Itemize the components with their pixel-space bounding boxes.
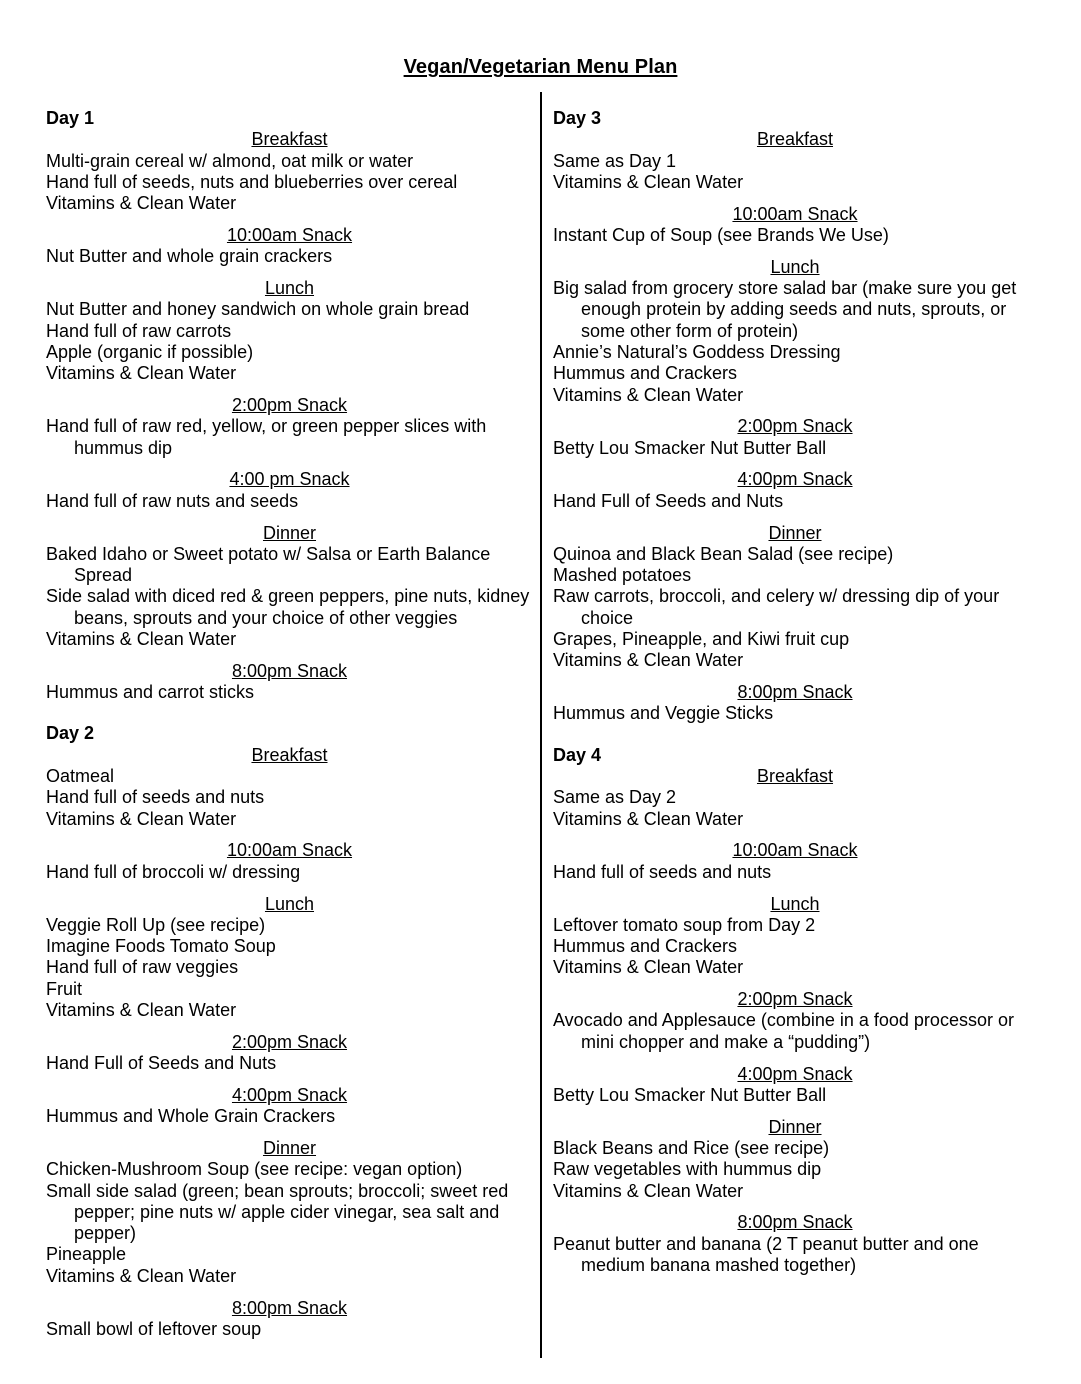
meal-item: Instant Cup of Soup (see Brands We Use) — [553, 224, 889, 245]
meal-heading-label: 2:00pm Snack — [231, 1031, 348, 1052]
meal-item: Hand Full of Seeds and Nuts — [553, 490, 784, 511]
meal-item: Hand full of seeds and nuts — [553, 861, 772, 882]
meal-heading — [553, 1117, 1037, 1138]
meal-item: Vitamins & Clean Water — [46, 363, 237, 384]
meal-item: Betty Lou Smacker Nut Butter Ball — [553, 1084, 827, 1105]
meal-heading — [553, 766, 1037, 787]
right-column — [553, 108, 1037, 1276]
meal-heading-label: Lunch — [770, 256, 820, 277]
meal-item-list — [46, 1319, 533, 1340]
meal-item: Avocado and Applesauce (combine in a food processor or mini chopper and make a “pudding”) — [553, 1010, 1019, 1052]
meal-block — [46, 1298, 533, 1341]
day-heading: Day 2 — [46, 723, 95, 744]
meal-heading — [46, 225, 533, 246]
meal-item: Hand full of seeds and nuts — [46, 787, 265, 808]
meal-item: Vitamins & Clean Water — [46, 193, 237, 214]
meal-item-list — [46, 766, 533, 830]
meal-block — [46, 225, 533, 268]
meal-item-list — [46, 862, 533, 883]
day-block — [553, 108, 1037, 725]
meal-item-list — [553, 491, 1037, 512]
meal-heading-label: 8:00pm Snack — [231, 660, 348, 681]
meal-item-list — [46, 416, 533, 459]
meal-item: Vitamins & Clean Water — [553, 171, 744, 192]
page-title — [0, 56, 1081, 79]
meal-heading — [553, 416, 1037, 437]
meal-heading-label: 10:00am Snack — [732, 840, 858, 861]
meal-block — [46, 1032, 533, 1075]
meal-block — [46, 129, 533, 214]
meal-item: Veggie Roll Up (see recipe) — [46, 914, 266, 935]
meal-block — [46, 840, 533, 883]
meal-heading-label: 2:00pm Snack — [737, 989, 853, 1010]
meal-heading — [553, 204, 1037, 225]
meal-item-list — [553, 1085, 1037, 1106]
meal-block — [553, 204, 1037, 247]
meal-heading — [553, 1064, 1037, 1085]
meal-item-list — [553, 1138, 1037, 1202]
meal-heading — [46, 840, 533, 861]
meal-item-list — [553, 1010, 1037, 1053]
meal-item: Hand full of seeds, nuts and blueberries over cereal — [46, 171, 458, 192]
meal-heading-label: Dinner — [262, 1137, 317, 1158]
meal-item: Quinoa and Black Bean Salad (see recipe) — [553, 543, 894, 564]
meal-item: Same as Day 1 — [553, 150, 677, 171]
meal-item: Hand full of raw veggies — [46, 957, 239, 978]
meal-block — [46, 469, 533, 512]
meal-item: Vitamins & Clean Water — [553, 957, 744, 978]
meal-item: Hummus and Crackers — [553, 936, 738, 957]
meal-block — [553, 523, 1037, 672]
column-divider — [540, 92, 542, 1358]
meal-block — [46, 523, 533, 651]
meal-item: Small side salad (green; bean sprouts; broccoli; sweet red pepper; pine nuts w/ apple cider vinegar, sea salt and pepper) — [46, 1180, 514, 1244]
meal-heading — [553, 682, 1037, 703]
meal-block — [46, 661, 533, 704]
meal-heading-label: Breakfast — [756, 129, 834, 150]
meal-item: Nut Butter and whole grain crackers — [46, 246, 333, 267]
meal-block — [553, 469, 1037, 512]
meal-item: Vitamins & Clean Water — [553, 1180, 744, 1201]
meal-item: Hand full of broccoli w/ dressing — [46, 861, 301, 882]
meal-heading — [46, 745, 533, 766]
meal-heading — [46, 1032, 533, 1053]
meal-heading — [553, 894, 1037, 915]
meal-item: Fruit — [46, 978, 82, 999]
meal-item: Vitamins & Clean Water — [46, 629, 237, 650]
meal-heading — [46, 894, 533, 915]
meal-item: Big salad from grocery store salad bar (make sure you get enough protein by adding seeds and nuts, sprouts, or some other form of protein) — [553, 278, 1022, 341]
meal-heading-label: Lunch — [770, 893, 820, 914]
meal-heading — [553, 989, 1037, 1010]
meal-block — [553, 840, 1037, 883]
meal-item-list — [46, 544, 533, 650]
day-heading: Day 4 — [553, 744, 602, 765]
meal-block — [46, 1085, 533, 1128]
meal-heading-label: Dinner — [768, 522, 822, 543]
meal-item-list — [553, 278, 1037, 406]
meal-heading — [553, 257, 1037, 278]
meal-item: Hummus and carrot sticks — [46, 682, 255, 703]
meal-heading — [553, 840, 1037, 861]
meal-block — [553, 989, 1037, 1053]
meal-block — [553, 129, 1037, 193]
meal-item: Vitamins & Clean Water — [553, 384, 744, 405]
meal-heading-label: 10:00am Snack — [226, 224, 353, 245]
meal-heading-label: Breakfast — [251, 744, 328, 765]
meal-item: Peanut butter and banana (2 T peanut butter and one medium banana mashed together) — [553, 1233, 984, 1275]
meal-item: Baked Idaho or Sweet potato w/ Salsa or Earth Balance Spread — [46, 543, 496, 586]
meal-heading — [553, 129, 1037, 150]
meal-item: Hand full of raw nuts and seeds — [46, 490, 299, 511]
meal-heading-label: Lunch — [264, 278, 315, 299]
meal-block — [46, 395, 533, 459]
meal-item: Apple (organic if possible) — [46, 341, 254, 362]
meal-heading-label: 4:00 pm Snack — [229, 469, 350, 490]
meal-item: Leftover tomato soup from Day 2 — [553, 914, 816, 935]
meal-item-list — [46, 491, 533, 512]
meal-item-list — [553, 438, 1037, 459]
meal-item: Hand Full of Seeds and Nuts — [46, 1053, 277, 1074]
meal-item-list — [553, 151, 1037, 194]
meal-heading — [46, 278, 533, 299]
meal-heading-label: Lunch — [264, 893, 315, 914]
meal-item: Imagine Foods Tomato Soup — [46, 936, 276, 957]
meal-block — [553, 766, 1037, 830]
meal-heading — [553, 523, 1037, 544]
meal-block — [553, 1212, 1037, 1276]
meal-heading-label: Breakfast — [251, 129, 328, 150]
meal-block — [46, 1138, 533, 1287]
meal-item-list — [553, 225, 1037, 246]
meal-item: Multi-grain cereal w/ almond, oat milk or water — [46, 150, 414, 171]
meal-item-list — [553, 787, 1037, 830]
meal-block — [553, 257, 1037, 406]
day-heading: Day 1 — [46, 108, 95, 128]
meal-heading-label: 2:00pm Snack — [231, 395, 348, 416]
meal-block — [46, 278, 533, 384]
meal-item: Oatmeal — [46, 766, 115, 787]
meal-item-list — [46, 299, 533, 384]
meal-heading — [46, 469, 533, 490]
meal-block — [46, 894, 533, 1022]
meal-heading-label: 8:00pm Snack — [737, 682, 853, 703]
meal-item-list — [553, 1234, 1037, 1277]
meal-heading — [46, 1138, 533, 1159]
meal-item-list — [553, 862, 1037, 883]
meal-heading-label: Dinner — [768, 1116, 822, 1137]
meal-item-list — [46, 682, 533, 703]
meal-item: Vitamins & Clean Water — [46, 999, 237, 1020]
meal-item-list — [46, 1053, 533, 1074]
meal-heading-label: 10:00am Snack — [226, 840, 353, 861]
meal-item: Raw vegetables with hummus dip — [553, 1159, 822, 1180]
day-block — [46, 723, 533, 1340]
meal-item: Chicken-Mushroom Soup (see recipe: vegan option) — [46, 1159, 463, 1180]
meal-heading-label: 8:00pm Snack — [737, 1212, 853, 1233]
meal-heading-label: 10:00am Snack — [732, 203, 858, 224]
meal-item: Hummus and Crackers — [553, 363, 738, 384]
meal-heading — [553, 1212, 1037, 1233]
meal-item: Side salad with diced red & green peppers, pine nuts, kidney beans, sprouts and your choice of other veggies — [46, 586, 535, 628]
meal-heading — [46, 523, 533, 544]
meal-item-list — [553, 544, 1037, 672]
meal-heading — [46, 129, 533, 150]
left-column — [46, 108, 533, 1340]
meal-block — [553, 416, 1037, 459]
meal-item: Nut Butter and honey sandwich on whole grain bread — [46, 299, 470, 320]
meal-item: Betty Lou Smacker Nut Butter Ball — [553, 437, 827, 458]
meal-heading-label: Breakfast — [756, 766, 834, 787]
page-title-text: Vegan/Vegetarian Menu Plan — [403, 56, 678, 79]
meal-item: Annie’s Natural’s Goddess Dressing — [553, 341, 841, 362]
meal-block — [46, 745, 533, 830]
meal-item: Raw carrots, broccoli, and celery w/ dressing dip of your choice — [553, 586, 1005, 628]
meal-heading — [46, 1298, 533, 1319]
meal-item: Pineapple — [46, 1244, 127, 1265]
meal-heading-label: 4:00pm Snack — [231, 1084, 348, 1105]
meal-item: Same as Day 2 — [553, 787, 677, 808]
meal-item: Vitamins & Clean Water — [553, 808, 744, 829]
meal-block — [553, 1117, 1037, 1202]
meal-heading-label: Dinner — [262, 522, 317, 543]
meal-item-list — [553, 703, 1037, 724]
meal-heading-label: 8:00pm Snack — [231, 1297, 348, 1318]
meal-heading — [46, 1085, 533, 1106]
meal-item: Grapes, Pineapple, and Kiwi fruit cup — [553, 629, 850, 650]
meal-item: Hummus and Whole Grain Crackers — [46, 1106, 336, 1127]
day-block — [46, 108, 533, 703]
meal-heading-label: 2:00pm Snack — [737, 416, 853, 437]
meal-item: Black Beans and Rice (see recipe) — [553, 1137, 830, 1158]
meal-item-list — [46, 246, 533, 267]
meal-block — [553, 682, 1037, 725]
meal-item: Hand full of raw carrots — [46, 320, 232, 341]
meal-item: Vitamins & Clean Water — [46, 1265, 237, 1286]
meal-item-list — [46, 151, 533, 215]
meal-heading — [553, 469, 1037, 490]
meal-item-list — [46, 1159, 533, 1287]
meal-item: Small bowl of leftover soup — [46, 1318, 262, 1339]
meal-block — [553, 894, 1037, 979]
day-block — [553, 745, 1037, 1277]
meal-block — [553, 1064, 1037, 1107]
meal-item: Vitamins & Clean Water — [46, 808, 237, 829]
meal-item: Hand full of raw red, yellow, or green pepper slices with hummus dip — [46, 416, 492, 458]
meal-heading-label: 4:00pm Snack — [737, 469, 853, 490]
meal-item-list — [46, 1106, 533, 1127]
meal-item: Mashed potatoes — [553, 565, 692, 586]
day-heading: Day 3 — [553, 108, 602, 128]
meal-item-list — [46, 915, 533, 1021]
meal-item-list — [553, 915, 1037, 979]
meal-item: Hummus and Veggie Sticks — [553, 703, 774, 724]
meal-heading-label: 4:00pm Snack — [737, 1063, 853, 1084]
meal-heading — [46, 395, 533, 416]
meal-heading — [46, 661, 533, 682]
meal-item: Vitamins & Clean Water — [553, 650, 744, 671]
